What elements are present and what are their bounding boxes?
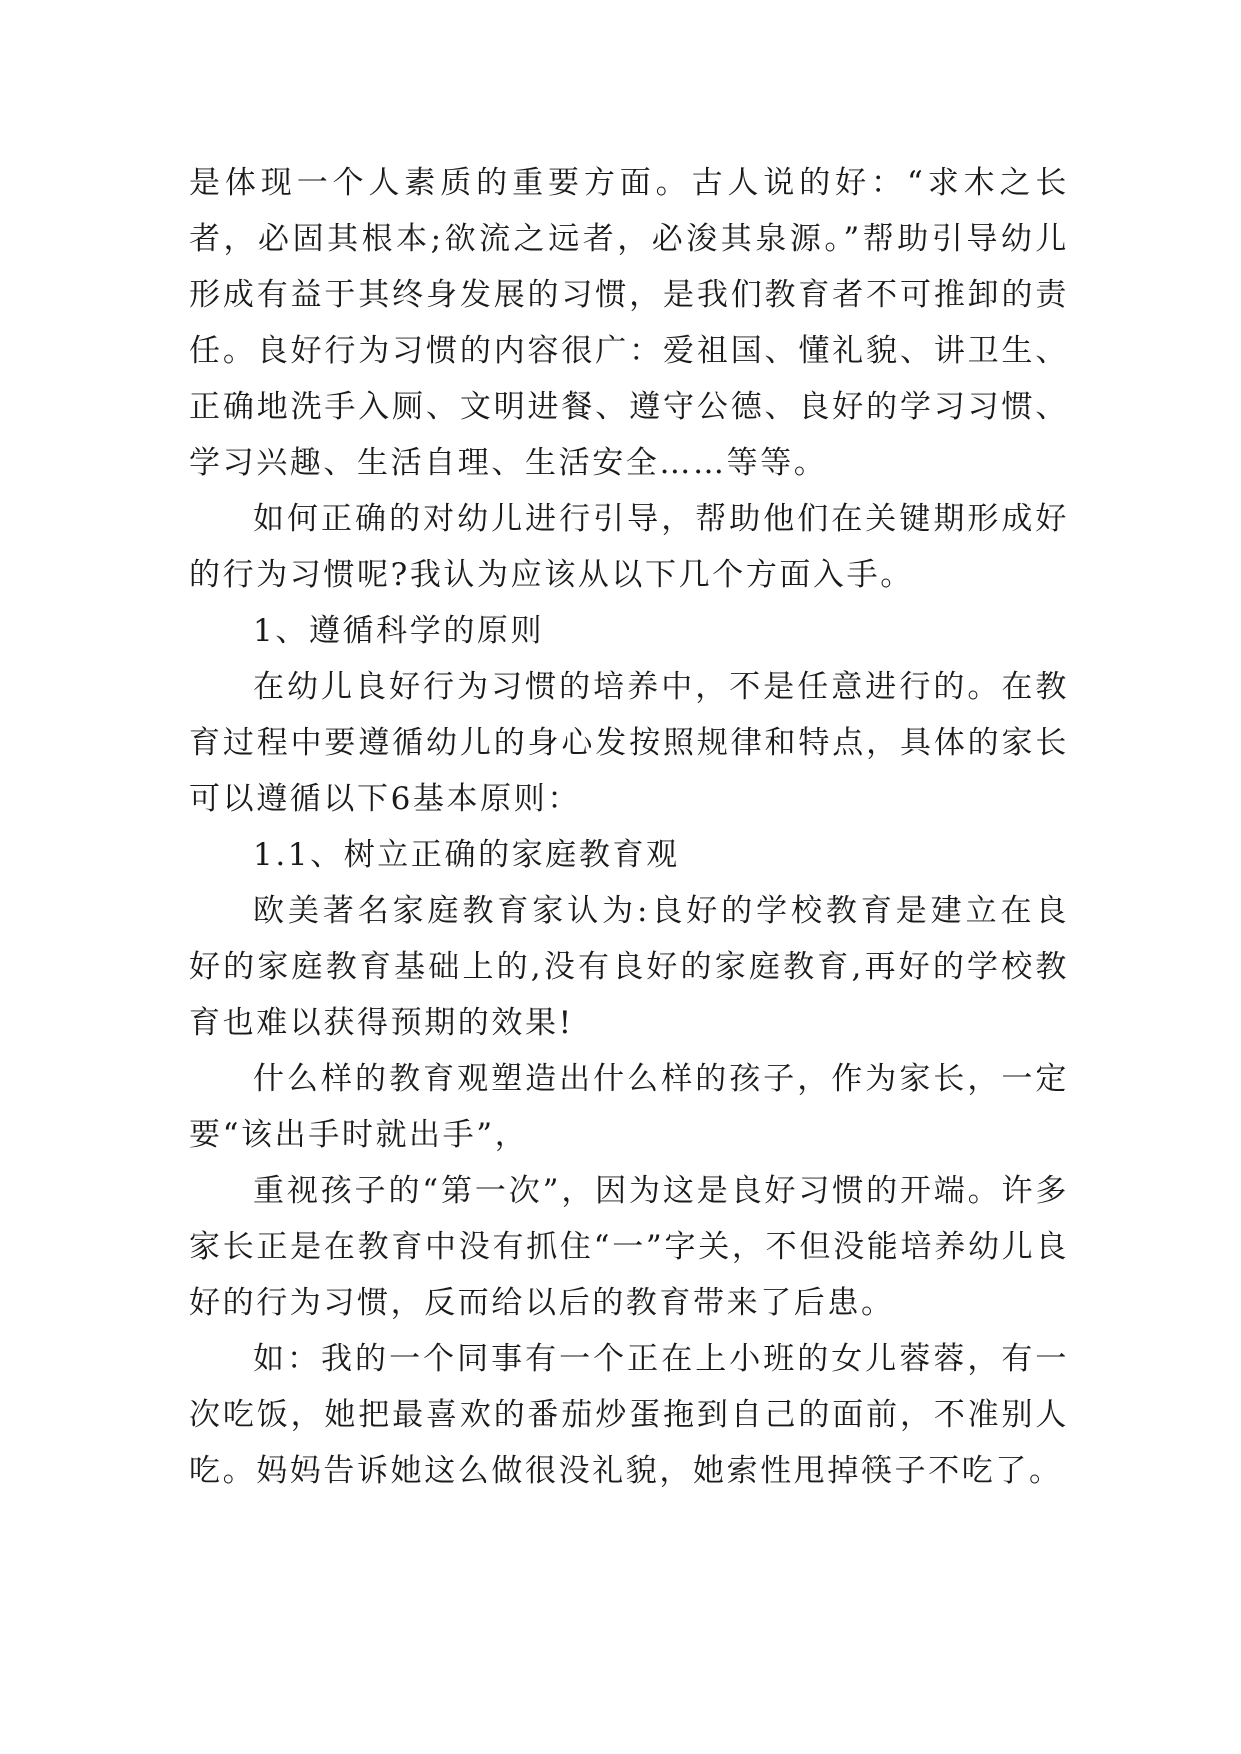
paragraph: 重视孩子的“第一次”，因为这是良好习惯的开端。许多家长正是在教育中没有抓住“一”字关，不但没能培养幼儿良好的行为习惯，反而给以后的教育带来了后患。 bbox=[189, 1173, 1069, 1321]
paragraph: 如何正确的对幼儿进行引导，帮助他们在关键期形成好的行为习惯呢?我认为应该从以下几个方面入手。 bbox=[189, 501, 1069, 593]
paragraph: 在幼儿良好行为习惯的培养中，不是任意进行的。在教育过程中要遵循幼儿的身心发按照规律和特点，具体的家长可以遵循以下6基本原则： bbox=[189, 669, 1069, 817]
paragraph: 什么样的教育观塑造出什么样的孩子，作为家长，一定要“该出手时就出手”， bbox=[189, 1061, 1069, 1153]
body-text bbox=[189, 155, 1069, 1499]
section-heading: 1、遵循科学的原则 bbox=[253, 613, 545, 649]
paragraph: 如：我的一个同事有一个正在上小班的女儿蓉蓉，有一次吃饭，她把最喜欢的番茄炒蛋拖到自己的面前，不准别人吃。妈妈告诉她这么做很没礼貌，她索性甩掉筷子不吃了。 bbox=[189, 1341, 1069, 1489]
subsection-heading: 1.1、树立正确的家庭教育观 bbox=[253, 837, 680, 873]
paragraph: 是体现一个人素质的重要方面。古人说的好：“求木之长者，必固其根本;欲流之远者，必浚其泉源。”帮助引导幼儿形成有益于其终身发展的习惯，是我们教育者不可推卸的责任。良好行为习惯的内容很广：爱祖国、懂礼貌、讲卫生、正确地洗手入厕、文明进餐、遵守公德、良好的学习习惯、学习兴趣、生活自理、生活安全……等等。 bbox=[189, 165, 1069, 481]
paragraph: 欧美著名家庭教育家认为:良好的学校教育是建立在良好的家庭教育基础上的,没有良好的家庭教育,再好的学校教育也难以获得预期的效果! bbox=[189, 893, 1069, 1041]
